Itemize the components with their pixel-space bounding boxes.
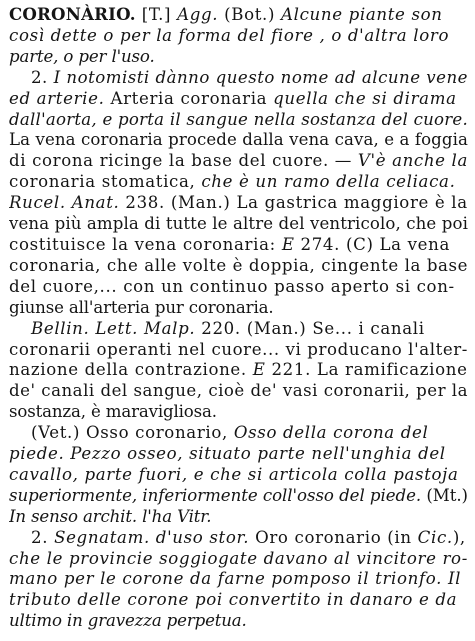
text-span: E [281,234,295,254]
line [9,486,468,507]
entry-definition [9,4,468,68]
text-span: che le provincie soggiogate davano al vincitore ro- [9,548,468,568]
citation-source: Bellin. Lett. Malp. [31,318,196,338]
text-span: piede. Pezzo osseo, situato parte nell'unghia del [9,444,446,464]
line [9,340,468,361]
text-span: così dette o per la forma del fiore , o d'altra loro [9,25,450,45]
text-span: costituisce la vena coronaria: [9,234,282,254]
line [9,590,468,611]
line [9,47,468,68]
text-span: ultimo in gravezza perpetua. [9,611,247,631]
text-span: 221. La ramificazione [265,360,468,380]
line [9,130,468,151]
line [9,26,468,47]
text-span: coronaria stomatica, [9,172,202,192]
sense-number: 2. [31,67,54,87]
text-span: I notomisti dànno questo nome ad alcune vene [53,67,468,87]
line [9,151,468,172]
headword: CORONÀRIO. [9,4,136,24]
text-span: ed arterie. [9,88,105,108]
text-span: E [252,360,266,380]
citation-bellini [9,319,468,424]
text-span: sostanza, è maravigliosa. [9,402,217,422]
sense-number: 2. [31,527,55,547]
text-span: (Mt.) [421,485,468,505]
line [9,4,468,26]
text-span: (Vet.) Osso coronario, [31,423,234,443]
line [9,444,468,465]
line [9,235,468,256]
sense-2-oro-coronario [9,528,468,633]
text-span: ), [452,527,466,547]
line [9,68,468,89]
line [9,360,468,381]
text-span: dall'aorta, e porta il sangue nella sostanza del cuore. [9,109,468,129]
text-span: vena più ampla di tutte le altre del ventricolo, che poi [9,214,468,234]
text-span: che è un ramo della celiaca. [201,172,456,192]
text-span: nazione della contrazione. [9,360,253,380]
text-span: parte, o per l'uso. [9,46,155,66]
line [9,214,468,235]
text-span: Osso della corona del [233,423,429,443]
text-span: cavallo, parte fuori, e che si articola colla pastoja [9,464,459,484]
line [9,465,468,486]
text-span: del cuore,... con un continuo passo aperto si con- [9,276,455,296]
text-span: 220. (Man.) Se... i canali [195,318,425,338]
text-span: Cic. [417,527,453,547]
text-span: Agg. [177,5,219,24]
line [9,528,468,549]
text-span: (Bot.) [218,5,282,24]
line [9,172,468,193]
line [9,402,468,423]
text-span: superiormente, inferiormente coll'osso del piede. [9,485,422,505]
text-span: tributo delle corone poi convertito in danaro e da [9,590,458,610]
line [9,277,468,298]
text-span: Arteria coronaria [104,88,274,108]
line [9,256,468,277]
text-span: La vena coronaria procede dalla vena cava, e a foggia [9,130,468,150]
line [9,569,468,590]
text-span: 274. (C) La vena [294,234,451,254]
line [9,611,468,632]
text-span: quella che si dirama [273,88,457,108]
line [9,423,468,444]
text-span: 238. (Man.) La gastrica maggiore è la [119,193,468,213]
line [9,381,468,402]
text-span: Oro coronario (in [249,527,418,547]
text-span: Alcune piante son [281,5,443,24]
line [9,319,468,340]
line [9,507,468,528]
text-span: di corona ricinge la base del cuore. — [9,151,358,171]
text-span: de' canali del sangue, cioè de' vasi coronarii, per la [9,381,468,401]
line [9,549,468,570]
citation-source: Rucel. Anat. [9,193,120,213]
line [9,89,468,110]
sense-2 [9,68,468,319]
text-span: coronaria, che alle volte è doppia, cingente la base [9,255,468,275]
text-span: In senso archit. l'ha Vitr. [9,506,212,526]
line [9,298,468,319]
text-span: V'è anche la [357,151,468,171]
line [9,193,468,214]
text-span: mano per le corone da farne pomposo il trionfo. Il [9,569,462,589]
text-span: [T.] [135,5,178,24]
text-span: coronarii operanti nel cuore... vi producano l'alter- [9,339,468,359]
line [9,110,468,131]
text-span: giunse all'arteria pur coronaria. [9,297,274,317]
text-span: Segnatam. d'uso stor. [54,527,250,547]
sense-vet [9,423,468,528]
